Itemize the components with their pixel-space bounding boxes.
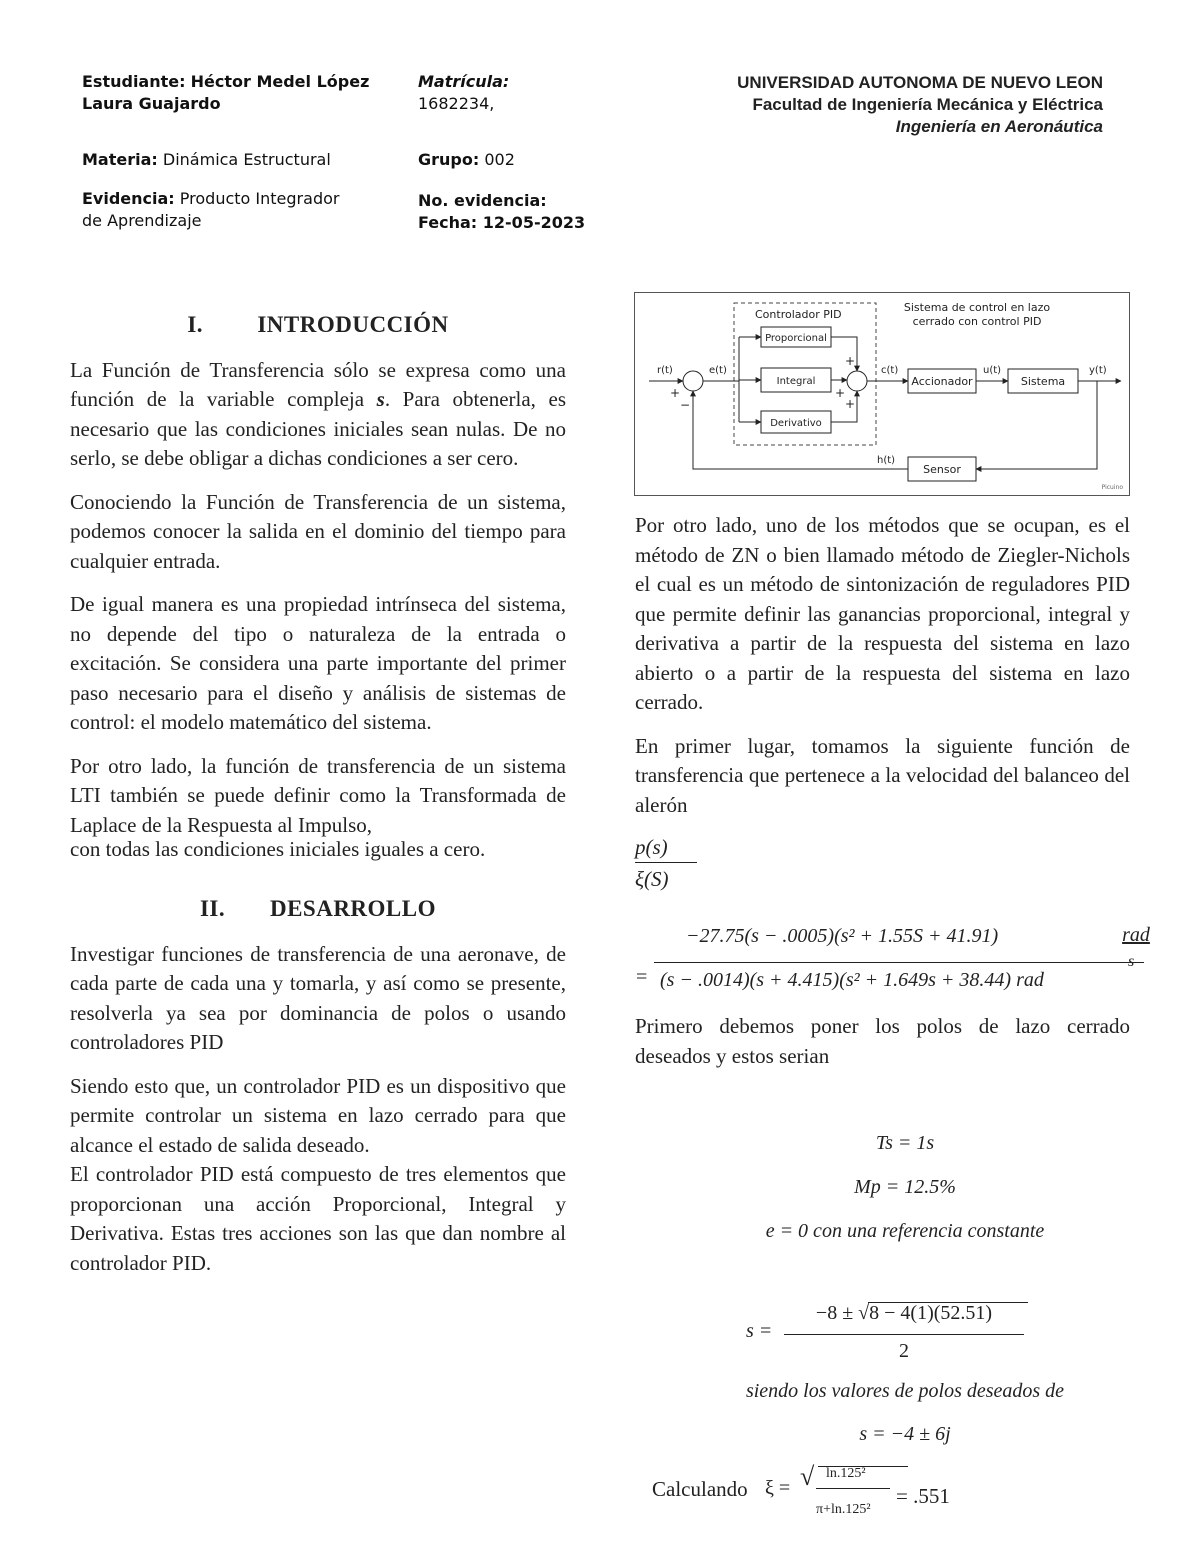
sqrt-symbol: √ — [800, 1462, 815, 1491]
xi-value: = .551 — [896, 1484, 950, 1508]
ps-denominator: ξ(S) — [635, 867, 669, 891]
section-2-heading — [70, 894, 566, 924]
left-column — [70, 310, 566, 1292]
xi-denominator: π+ln.125² — [816, 1502, 871, 1517]
sign-minus: − — [680, 398, 691, 412]
university-name: UNIVERSIDAD AUTONOMA DE NUEVO LEON — [737, 73, 1103, 92]
settling-time: Ts = 1s — [875, 1132, 935, 1154]
faculty-name: Facultad de Ingeniería Mecánica y Eléctrica — [752, 95, 1103, 114]
sistema-label: Sistema — [1020, 375, 1066, 388]
intro-paragraph-4: Por otro lado, la función de transferencia de un sistema LTI también se puede definir como la Transformada de Laplace de la Respuesta al Impulso, — [70, 753, 566, 837]
xi-numerator: ln.125² — [826, 1466, 866, 1481]
poles-text: siendo los valores de polos deseados de — [745, 1380, 1065, 1402]
derivativo-label: Derivativo — [770, 418, 822, 429]
intro-paragraph-3: De igual manera es una propiedad intrínseca del sistema, no depende del tipo o naturaleza de la entrada o excitación. Se considera una parte importante del primer paso necesario para el diseño y análisis de sistemas de control: el modelo matemático del sistema. — [70, 592, 566, 734]
diagram-credit: Picuino — [1101, 484, 1123, 491]
materia-label: Materia: — [82, 150, 158, 169]
signal-e: e(t) — [709, 365, 727, 376]
sqrt-bar — [868, 1302, 1028, 1303]
section-1-number: I. — [187, 312, 204, 337]
controller-label: Controlador PID — [755, 308, 842, 321]
student-name: Héctor Medel López — [190, 72, 370, 91]
intro-paragraph-2: Conociendo la Función de Transferencia de un sistema, podemos conocer la salida en el dominio del tiempo para cualquier entrada. — [70, 489, 566, 573]
pid-diagram-svg — [635, 293, 1129, 495]
evidencia-label: Evidencia: — [82, 189, 175, 208]
evidencia-value-2: de Aprendizaje — [82, 211, 202, 230]
ps-numerator: p(s) — [635, 835, 697, 863]
overshoot: Mp = 12.5% — [854, 1176, 956, 1198]
s-numerator: −8 ± √8 − 4(1)(52.51) — [815, 1302, 993, 1324]
signal-y: y(t) — [1089, 365, 1107, 376]
sign-plus-2: + — [845, 354, 856, 368]
poles-intro: Primero debemos poner los polos de lazo cerrado deseados y estos serian — [635, 1014, 1130, 1068]
pid-block-diagram — [634, 292, 1130, 496]
xi-lhs: ξ = — [765, 1477, 791, 1499]
student-block — [82, 71, 402, 115]
accionador-label: Accionador — [911, 375, 973, 388]
section-2-title: DESARROLLO — [269, 896, 437, 921]
section-1-heading — [70, 310, 566, 340]
sign-plus-4: + — [845, 397, 856, 411]
signal-h: h(t) — [877, 455, 896, 466]
matricula-value: 1682234, — [418, 94, 495, 113]
intro-paragraph-1: La Función de Transferencia sólo se expresa como una función de la variable compleja s. Para obtenerla, es necesario que las condiciones iniciales sean nulas. De no serlo, se debe obligar a dichas condiciones a ser cero. — [70, 357, 566, 470]
evidencia-value-1: Producto Integrador — [179, 189, 340, 208]
desired-poles: s = −4 ± 6j — [859, 1423, 951, 1445]
sign-plus-3: + — [835, 386, 846, 400]
right-column — [635, 511, 1130, 834]
tf-fraction-bar — [654, 962, 1144, 963]
diagram-title-1: Sistema de control en lazo — [903, 301, 1051, 314]
program-name: Ingeniería en Aeronáutica — [895, 117, 1103, 136]
matricula-label: Matrícula: — [418, 72, 510, 91]
section-2-number: II. — [199, 896, 226, 921]
dev-paragraph-1: Investigar funciones de transferencia de una aeronave, de cada parte de cada una y tomarla, y así como se presente, resolverla ya sea por dominancia de polos o usando controladores PID — [70, 941, 566, 1054]
no-evidencia-block — [418, 190, 638, 234]
intro-paragraph-4b: con todas las condiciones iniciales iguales a cero. — [70, 837, 486, 861]
student-name-2: Laura Guajardo — [82, 94, 221, 113]
student-label: Estudiante: — [82, 72, 186, 91]
signal-r: r(t) — [657, 365, 673, 376]
dev-paragraph-3: El controlador PID está compuesto de tres elementos que proporcionan una acción Proporcional, Integral y Derivativa. Estas tres acciones son las que dan nombre al controlador PID. — [70, 1162, 566, 1275]
integral-label: Integral — [776, 376, 816, 387]
matricula-block — [418, 71, 618, 115]
materia-value: Dinámica Estructural — [162, 150, 331, 169]
tf-denominator: (s − .0014)(s + 4.415)(s² + 1.649s + 38.44) rad — [660, 969, 1044, 991]
grupo-value: 002 — [484, 150, 515, 169]
fecha: Fecha: 12-05-2023 — [418, 213, 586, 232]
sensor-label: Sensor — [923, 463, 961, 476]
no-evidencia-label: No. evidencia: — [418, 191, 547, 210]
signal-c: c(t) — [881, 365, 899, 376]
university-block — [640, 72, 1103, 138]
diagram-title-2: cerrado con control PID — [912, 315, 1042, 328]
grupo-block — [418, 149, 618, 171]
calc-label: Calculando — [652, 1477, 748, 1501]
unit-denominator: s — [1128, 953, 1135, 970]
ps-fraction — [635, 835, 697, 892]
tf-equals: = — [636, 966, 648, 988]
s-fraction-bar — [784, 1334, 1024, 1335]
pid-sum-junction — [847, 371, 867, 391]
signal-u: u(t) — [983, 365, 1002, 376]
s-lhs: s = — [746, 1320, 773, 1342]
dev-paragraph-2: Siendo esto que, un controlador PID es un dispositivo que permite controlar un sistema en lazo cerrado para que alcance el estado de salida deseado. — [70, 1073, 566, 1157]
tf-intro-paragraph: En primer lugar, tomamos la siguiente función de transferencia que pertenece a la velocidad del balanceo del alerón — [635, 733, 1130, 817]
error-sum-junction — [683, 371, 703, 391]
variable-s: s — [376, 387, 385, 411]
sign-plus-1: + — [670, 386, 681, 400]
evidencia-block — [82, 188, 402, 232]
grupo-label: Grupo: — [418, 150, 480, 169]
xi-fraction-bar — [816, 1488, 890, 1489]
s-denominator: 2 — [899, 1340, 909, 1362]
error-condition: e = 0 con una referencia constante — [765, 1220, 1045, 1242]
unit-numerator: rad — [1122, 924, 1150, 946]
zn-paragraph: Por otro lado, uno de los métodos que se ocupan, es el método de ZN o bien llamado método de Ziegler-Nichols el cual es un método de sintonización de reguladores PID que permite definir las ganancias proporcional, integral y derivativa a partir de la respuesta del sistema en lazo abierto o a partir de la respuesta del sistema en lazo cerrado. — [635, 513, 1130, 714]
section-1-title: INTRODUCCIÓN — [257, 312, 449, 337]
materia-block — [82, 149, 402, 171]
proporcional-label: Proporcional — [765, 333, 827, 344]
tf-numerator: −27.75(s − .0005)(s² + 1.55S + 41.91) — [686, 925, 999, 947]
